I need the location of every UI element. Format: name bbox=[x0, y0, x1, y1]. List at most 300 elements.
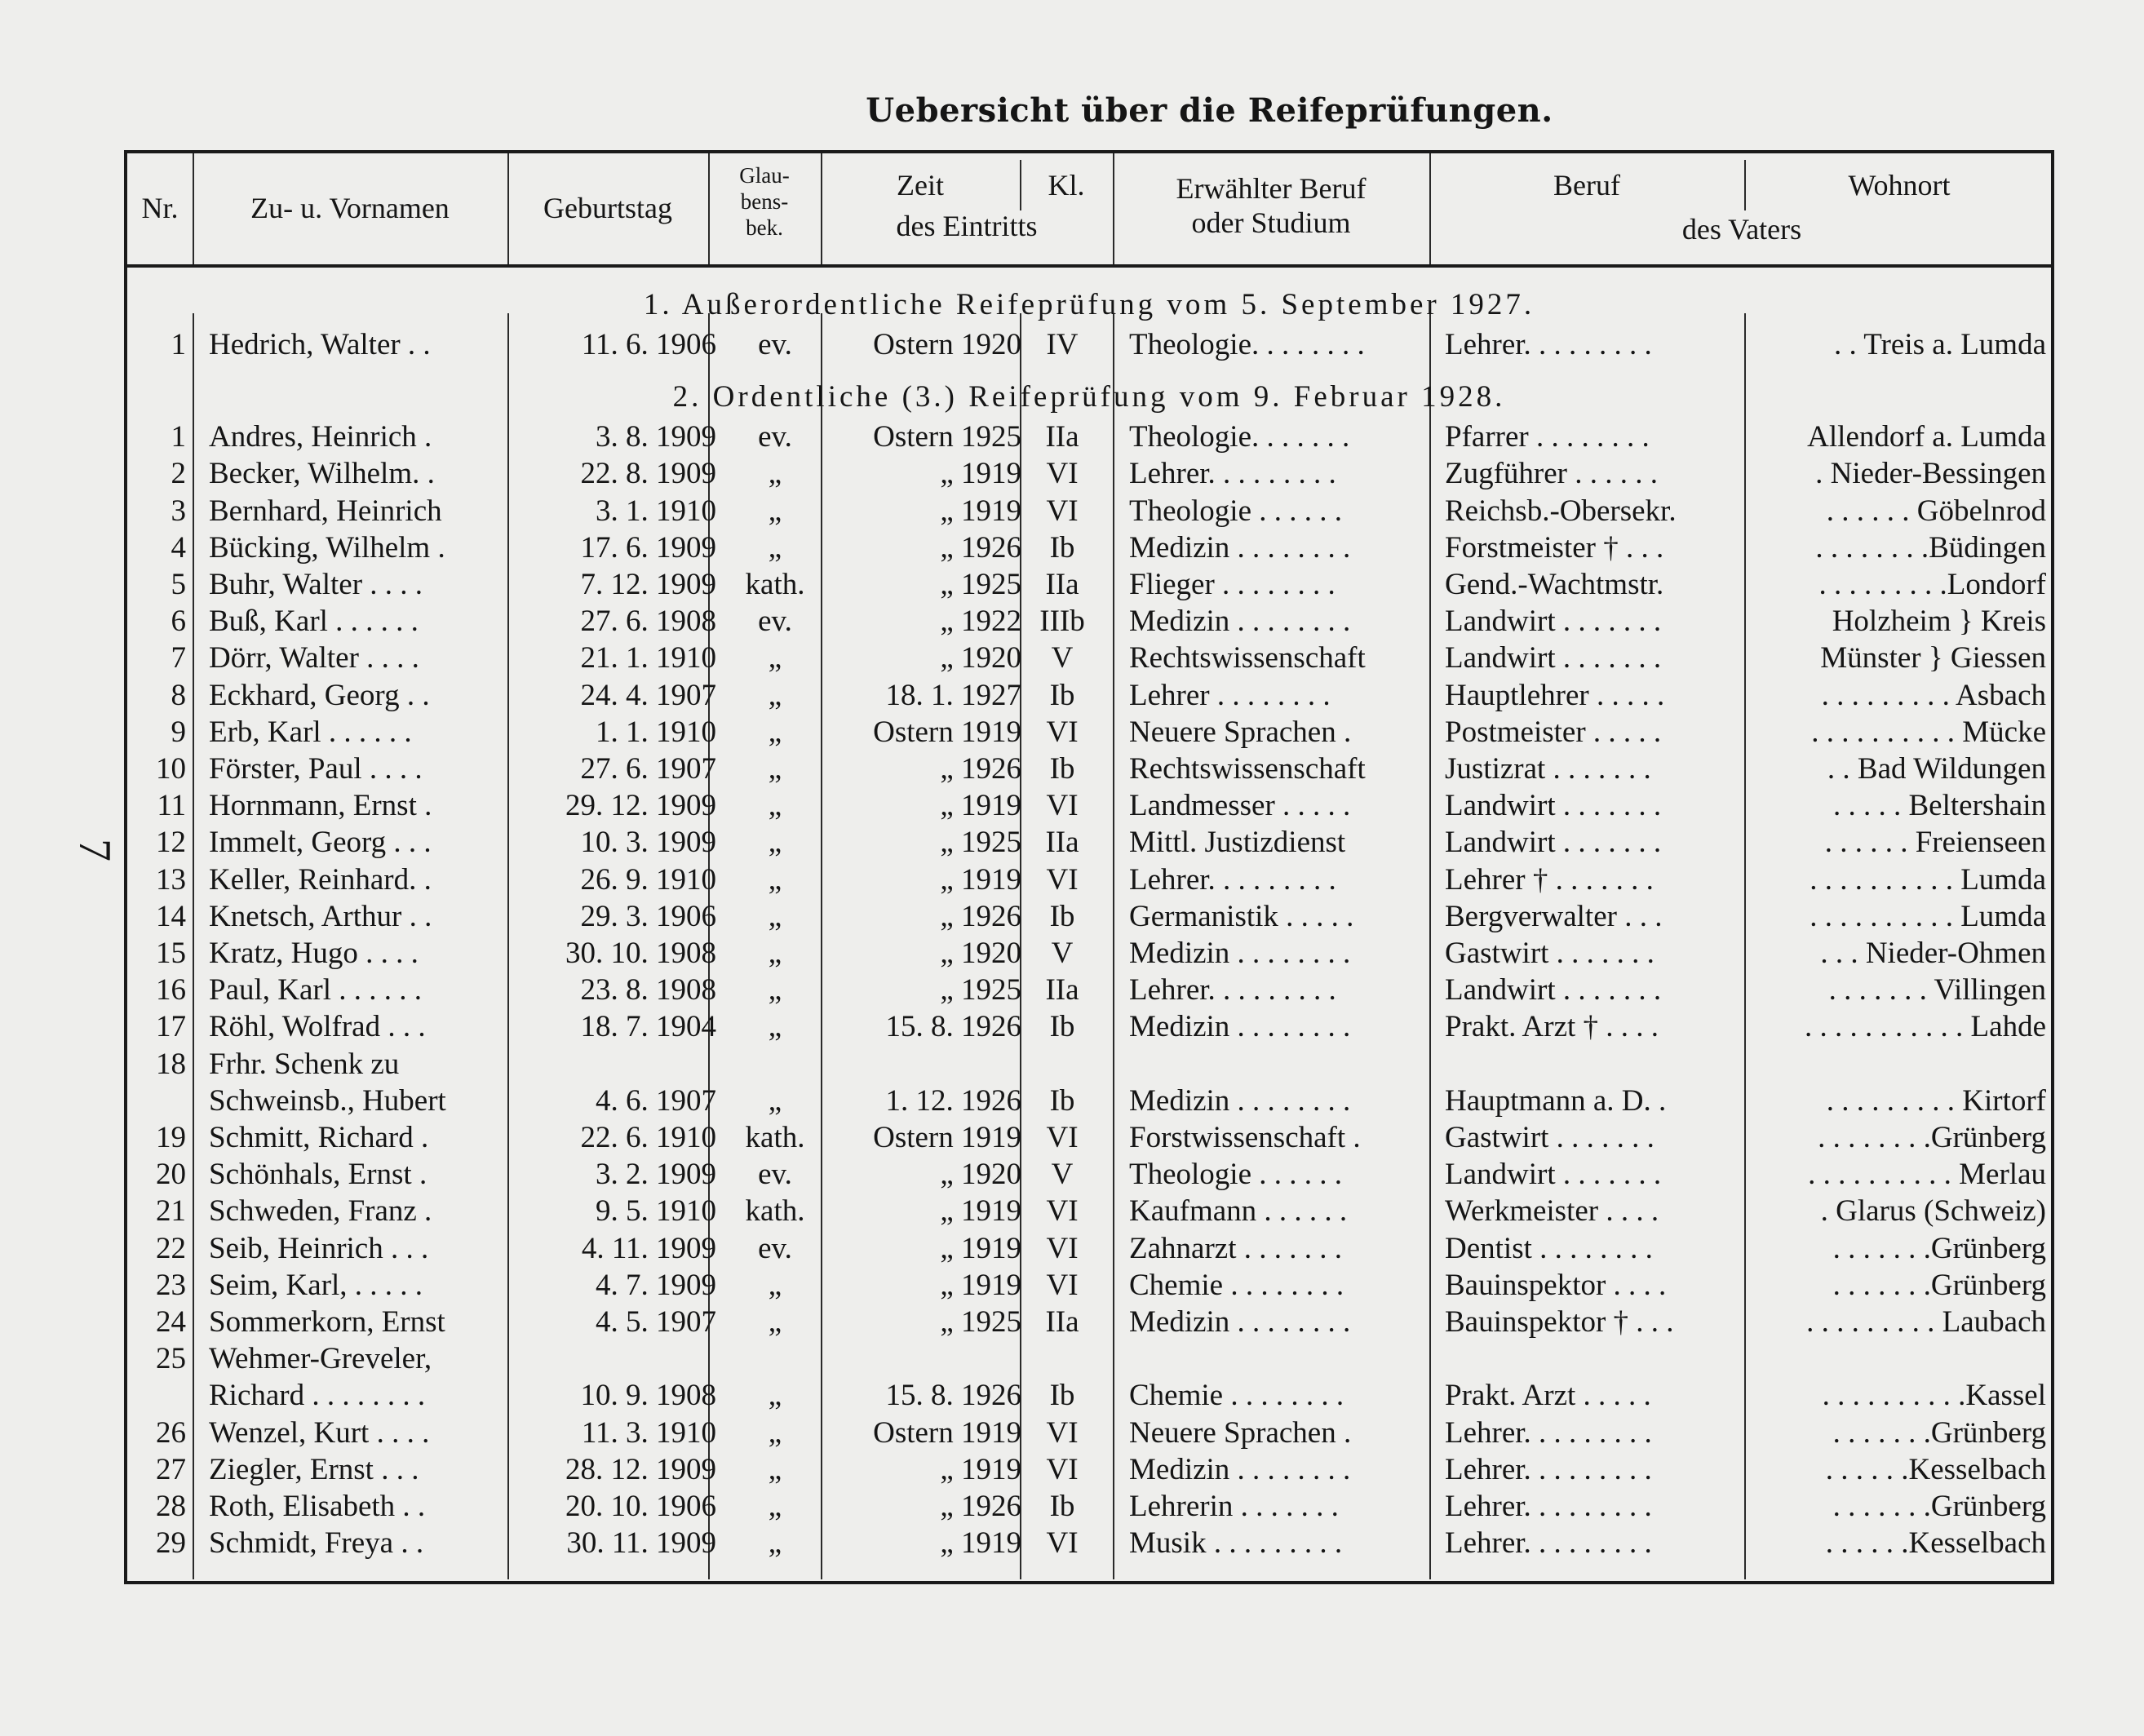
row-number: 23 bbox=[156, 1268, 186, 1302]
table-row bbox=[127, 1008, 2051, 1045]
row-religion: ev. bbox=[758, 1231, 792, 1265]
row-class: VI bbox=[1046, 457, 1079, 491]
row-class: VI bbox=[1046, 1194, 1079, 1229]
row-father-job: Hauptmann a. D. . bbox=[1445, 1083, 1667, 1118]
row-number: 14 bbox=[156, 899, 186, 933]
row-residence: Allendorf a. Lumda bbox=[1807, 420, 2046, 454]
row-number: 16 bbox=[156, 973, 186, 1008]
row-class: Ib bbox=[1049, 752, 1075, 786]
table-row bbox=[127, 529, 2051, 566]
row-entry: „ 1925 bbox=[940, 973, 1021, 1008]
row-religion: „ bbox=[768, 641, 782, 675]
row-study: Lehrer. . . . . . . . . bbox=[1129, 862, 1336, 897]
row-father-job: Lehrer. . . . . . . . . bbox=[1445, 328, 1652, 361]
row-study: Medizin . . . . . . . . bbox=[1129, 604, 1351, 639]
row-class: IIa bbox=[1045, 568, 1079, 601]
row-birthday: 3. 2. 1909 bbox=[596, 1158, 716, 1192]
row-religion: kath. bbox=[745, 568, 805, 601]
row-class: Ib bbox=[1049, 530, 1075, 565]
row-class: VI bbox=[1046, 1231, 1079, 1265]
row-residence: . . . . . . . .Büdingen bbox=[1815, 530, 2046, 565]
row-class: Ib bbox=[1049, 1379, 1075, 1413]
row-birthday: 30. 11. 1909 bbox=[566, 1526, 716, 1561]
table-row bbox=[127, 714, 2051, 751]
row-name: Kratz, Hugo . . . . bbox=[209, 937, 419, 970]
row-study: Medizin . . . . . . . . bbox=[1129, 1010, 1351, 1044]
row-name: Sommerkorn, Ernst bbox=[209, 1305, 445, 1339]
row-father-job: Reichsb.-Obersekr. bbox=[1445, 494, 1677, 528]
row-father-job: Pfarrer . . . . . . . . bbox=[1445, 420, 1650, 454]
row-number: 3 bbox=[171, 494, 186, 528]
row-father-job: Landwirt . . . . . . . bbox=[1445, 641, 1662, 675]
page-number: 7 bbox=[69, 839, 120, 861]
row-class: VI bbox=[1046, 715, 1079, 749]
row-class: VI bbox=[1046, 862, 1079, 897]
row-father-job: Prakt. Arzt † . . . . bbox=[1445, 1010, 1659, 1044]
row-study: Medizin . . . . . . . . bbox=[1129, 530, 1351, 565]
table-row bbox=[127, 1083, 2051, 1119]
row-father-job: Forstmeister † . . . bbox=[1445, 530, 1664, 565]
row-study: Landmesser . . . . . bbox=[1129, 789, 1351, 823]
table-row bbox=[127, 1451, 2051, 1488]
row-residence: . Nieder-Bessingen bbox=[1815, 457, 2046, 491]
row-entry: 15. 8. 1926 bbox=[885, 1010, 1021, 1044]
section-heading: 1. Außerordentliche Reifeprüfung vom 5. September 1927. bbox=[643, 288, 1535, 321]
header-class: Kl. bbox=[1048, 169, 1085, 202]
row-birthday: 3. 8. 1909 bbox=[596, 420, 716, 454]
table-row bbox=[127, 640, 2051, 676]
table-row bbox=[127, 751, 2051, 787]
row-name: Dörr, Walter . . . . bbox=[209, 641, 419, 675]
row-birthday: 27. 6. 1908 bbox=[580, 604, 716, 639]
title-text: Uebersicht über die Reifeprüfungen. bbox=[866, 91, 1553, 130]
row-birthday: 20. 10. 1906 bbox=[565, 1490, 716, 1523]
row-study: Forstwissenschaft . bbox=[1129, 1121, 1361, 1154]
row-birthday: 4. 7. 1909 bbox=[596, 1268, 716, 1302]
row-entry: „ 1919 bbox=[940, 494, 1021, 528]
row-name: Schönhals, Ernst . bbox=[209, 1158, 427, 1192]
row-name: Bernhard, Heinrich bbox=[209, 494, 442, 528]
header-father-common: des Vaters bbox=[1681, 213, 1802, 246]
table-row bbox=[127, 935, 2051, 972]
row-birthday: 3. 1. 1910 bbox=[596, 494, 716, 528]
row-class: Ib bbox=[1049, 678, 1075, 712]
table-row bbox=[127, 677, 2051, 714]
row-number: 1 bbox=[171, 420, 186, 454]
table-row bbox=[127, 1525, 2051, 1561]
row-entry: „ 1922 bbox=[940, 604, 1021, 639]
row-study: Rechtswissenschaft bbox=[1129, 752, 1366, 786]
row-birthday: 21. 1. 1910 bbox=[580, 641, 716, 675]
row-entry: 1. 12. 1926 bbox=[885, 1083, 1021, 1118]
row-father-job: Zugführer . . . . . . bbox=[1445, 457, 1658, 491]
row-class: VI bbox=[1046, 494, 1079, 528]
header-nr: Nr. bbox=[141, 192, 179, 224]
row-name: Schmitt, Richard . bbox=[209, 1121, 429, 1154]
row-religion: „ bbox=[768, 1526, 782, 1561]
table-row bbox=[127, 1488, 2051, 1525]
row-entry: „ 1919 bbox=[940, 457, 1021, 491]
header-religion-2: bens- bbox=[740, 189, 789, 214]
row-father-job: Dentist . . . . . . . . bbox=[1445, 1231, 1653, 1265]
row-birthday: 23. 8. 1908 bbox=[580, 973, 716, 1008]
table-row bbox=[127, 1340, 2051, 1377]
row-name: Erb, Karl . . . . . . bbox=[209, 715, 412, 749]
row-religion: „ bbox=[768, 1452, 782, 1486]
row-number: 11 bbox=[157, 789, 186, 823]
row-birthday: 17. 6. 1909 bbox=[580, 530, 716, 565]
row-residence: . . . . . . Göbelnrod bbox=[1826, 494, 2046, 528]
row-number: 21 bbox=[156, 1194, 186, 1229]
row-name: Knetsch, Arthur . . bbox=[209, 899, 432, 933]
row-entry: „ 1925 bbox=[940, 568, 1021, 601]
row-residence: . . . . . . . . . . Merlau bbox=[1808, 1158, 2046, 1192]
row-birthday: 10. 9. 1908 bbox=[580, 1379, 716, 1413]
row-entry: Ostern 1919 bbox=[873, 1121, 1021, 1154]
row-residence: . . . . . . Freienseen bbox=[1824, 826, 2046, 860]
row-study: Lehrer. . . . . . . . . bbox=[1129, 973, 1336, 1008]
page-title bbox=[0, 91, 1632, 130]
row-entry: Ostern 1920 bbox=[873, 328, 1021, 361]
row-name: Andres, Heinrich . bbox=[209, 420, 432, 454]
table-row bbox=[127, 566, 2051, 603]
row-religion: „ bbox=[768, 937, 782, 970]
row-birthday: 18. 7. 1904 bbox=[580, 1010, 716, 1044]
row-class: VI bbox=[1046, 1121, 1079, 1154]
header-father-residence: Wohnort bbox=[1848, 169, 1951, 202]
row-entry: „ 1926 bbox=[940, 899, 1021, 933]
row-religion: ev. bbox=[758, 420, 792, 454]
row-study: Lehrerin . . . . . . . bbox=[1129, 1490, 1339, 1523]
row-birthday: 7. 12. 1909 bbox=[580, 568, 716, 601]
row-number: 8 bbox=[171, 678, 186, 712]
row-class: V bbox=[1051, 641, 1074, 675]
row-religion: „ bbox=[768, 1083, 782, 1118]
row-class: V bbox=[1051, 1158, 1074, 1192]
row-number: 13 bbox=[156, 862, 186, 897]
header-birthday: Geburtstag bbox=[543, 192, 672, 224]
row-father-job: Landwirt . . . . . . . bbox=[1445, 1158, 1662, 1192]
row-number: 15 bbox=[156, 937, 186, 970]
row-name: Wenzel, Kurt . . . . bbox=[209, 1415, 430, 1450]
row-birthday: 11. 6. 1906 bbox=[581, 328, 716, 361]
row-number: 20 bbox=[156, 1158, 186, 1192]
row-number: 7 bbox=[171, 641, 186, 675]
row-study: Theologie . . . . . . bbox=[1129, 494, 1343, 528]
row-residence: . . . . . . .Grünberg bbox=[1832, 1268, 2046, 1302]
row-class: IIa bbox=[1045, 973, 1079, 1008]
row-study: Chemie . . . . . . . . bbox=[1129, 1268, 1344, 1302]
table-row bbox=[127, 787, 2051, 824]
table-row bbox=[127, 898, 2051, 935]
row-father-job: Lehrer. . . . . . . . . bbox=[1445, 1415, 1652, 1450]
row-religion: ev. bbox=[758, 328, 792, 361]
row-number: 4 bbox=[171, 530, 186, 565]
row-number: 1 bbox=[171, 328, 186, 361]
row-name: Frhr. Schenk zu bbox=[209, 1047, 400, 1081]
row-number: 5 bbox=[171, 568, 186, 601]
table-header bbox=[127, 153, 2051, 268]
row-class: VI bbox=[1046, 789, 1079, 823]
row-study: Mittl. Justizdienst bbox=[1129, 826, 1346, 860]
row-birthday: 9. 5. 1910 bbox=[596, 1194, 716, 1229]
row-residence: Münster } Giessen bbox=[1820, 641, 2046, 675]
row-number: 26 bbox=[156, 1415, 186, 1450]
row-class: Ib bbox=[1049, 1010, 1075, 1044]
row-residence: . . . . . . .Grünberg bbox=[1832, 1415, 2046, 1450]
row-residence: Holzheim } Kreis bbox=[1832, 604, 2046, 639]
row-religion: „ bbox=[768, 973, 782, 1008]
table-row bbox=[127, 493, 2051, 529]
row-number: 22 bbox=[156, 1231, 186, 1265]
row-study: Lehrer . . . . . . . . bbox=[1129, 678, 1331, 712]
row-birthday: 24. 4. 1907 bbox=[580, 678, 716, 712]
row-father-job: Landwirt . . . . . . . bbox=[1445, 789, 1662, 823]
row-name: Schweden, Franz . bbox=[209, 1194, 432, 1229]
row-name: Hedrich, Walter . . bbox=[209, 328, 431, 361]
row-name: Ziegler, Ernst . . . bbox=[209, 1452, 419, 1486]
row-name: Förster, Paul . . . . bbox=[209, 752, 423, 786]
header-religion-3: bek. bbox=[746, 215, 783, 240]
row-entry: 18. 1. 1927 bbox=[885, 678, 1021, 712]
row-religion: „ bbox=[768, 457, 782, 491]
header-study-1: Erwählter Beruf bbox=[1176, 172, 1367, 205]
row-religion: „ bbox=[768, 862, 782, 897]
row-study: Kaufmann . . . . . . bbox=[1129, 1194, 1348, 1229]
row-father-job: Landwirt . . . . . . . bbox=[1445, 604, 1662, 639]
table-row bbox=[127, 1304, 2051, 1340]
row-entry: 15. 8. 1926 bbox=[885, 1379, 1021, 1413]
row-study: Flieger . . . . . . . . bbox=[1129, 568, 1336, 601]
exam-table bbox=[124, 150, 2054, 1584]
table-row bbox=[127, 1230, 2051, 1267]
row-name: Roth, Elisabeth . . bbox=[209, 1490, 426, 1523]
row-class: VI bbox=[1046, 1415, 1079, 1450]
row-entry: „ 1920 bbox=[940, 937, 1021, 970]
header-name: Zu- u. Vornamen bbox=[250, 192, 450, 224]
row-residence: . . . . . .Kesselbach bbox=[1825, 1526, 2046, 1561]
row-number: 2 bbox=[171, 457, 186, 491]
table-row bbox=[127, 824, 2051, 861]
row-number: 18 bbox=[156, 1047, 186, 1081]
row-father-job: Justizrat . . . . . . . bbox=[1445, 752, 1651, 786]
row-religion: „ bbox=[768, 715, 782, 749]
row-birthday: 29. 12. 1909 bbox=[565, 789, 716, 823]
row-religion: „ bbox=[768, 1305, 782, 1339]
row-number: 25 bbox=[156, 1342, 186, 1376]
table-row bbox=[127, 1119, 2051, 1156]
row-entry: „ 1920 bbox=[940, 641, 1021, 675]
row-name: Bücking, Wilhelm . bbox=[209, 530, 445, 565]
row-number: 29 bbox=[156, 1526, 186, 1561]
row-class: IIIb bbox=[1039, 604, 1085, 639]
row-study: Medizin . . . . . . . . bbox=[1129, 1083, 1351, 1118]
row-class: VI bbox=[1046, 1526, 1079, 1561]
row-residence: . . . . . . . . . Laubach bbox=[1806, 1305, 2046, 1339]
row-residence: . . . . . . . . . . . Lahde bbox=[1805, 1010, 2046, 1044]
row-class: VI bbox=[1046, 1452, 1079, 1486]
row-birthday: 27. 6. 1907 bbox=[580, 752, 716, 786]
row-entry: „ 1926 bbox=[940, 530, 1021, 565]
row-number: 24 bbox=[156, 1305, 186, 1339]
row-residence: . . . Nieder-Ohmen bbox=[1820, 937, 2046, 970]
row-residence: . Glarus (Schweiz) bbox=[1820, 1194, 2046, 1229]
row-residence: . . . . . . . . . . Mücke bbox=[1811, 715, 2046, 749]
row-study: Chemie . . . . . . . . bbox=[1129, 1379, 1344, 1413]
row-class: Ib bbox=[1049, 1083, 1075, 1118]
row-number: 19 bbox=[156, 1121, 186, 1154]
row-study: Zahnarzt . . . . . . . bbox=[1129, 1231, 1342, 1265]
row-class: IIa bbox=[1045, 826, 1079, 860]
table-row bbox=[127, 1415, 2051, 1451]
table-row bbox=[127, 1267, 2051, 1304]
row-entry: „ 1919 bbox=[940, 789, 1021, 823]
row-name: Röhl, Wolfrad . . . bbox=[209, 1010, 426, 1044]
row-birthday: 4. 11. 1909 bbox=[581, 1231, 716, 1265]
row-residence: . . . . . . . Villingen bbox=[1828, 973, 2046, 1008]
header-entry-label: des Eintritts bbox=[896, 210, 1038, 242]
row-residence: . . . . . . . . . . Lumda bbox=[1810, 862, 2046, 897]
row-class: Ib bbox=[1049, 899, 1075, 933]
row-study: Theologie. . . . . . . . bbox=[1129, 328, 1365, 361]
row-name: Paul, Karl . . . . . . bbox=[209, 973, 423, 1008]
row-residence: . . . . . . . . . Asbach bbox=[1821, 678, 2046, 712]
row-father-job: Werkmeister . . . . bbox=[1445, 1194, 1659, 1229]
row-name: Richard . . . . . . . . bbox=[209, 1379, 426, 1413]
row-study: Theologie. . . . . . . bbox=[1129, 420, 1350, 454]
row-name: Schmidt, Freya . . bbox=[209, 1526, 424, 1561]
row-birthday: 28. 12. 1909 bbox=[565, 1452, 716, 1486]
row-residence: . . . . . Beltershain bbox=[1832, 789, 2046, 823]
row-name: Hornmann, Ernst . bbox=[209, 789, 432, 823]
row-number: 9 bbox=[171, 715, 186, 749]
section-heading: 2. Ordentliche (3.) Reifeprüfung vom 9. Februar 1928. bbox=[672, 380, 1506, 414]
row-name: Buhr, Walter . . . . bbox=[209, 568, 423, 601]
row-father-job: Bergverwalter . . . bbox=[1445, 899, 1663, 933]
row-entry: „ 1925 bbox=[940, 826, 1021, 860]
header-entry-time: Zeit bbox=[897, 169, 944, 202]
row-birthday: 22. 8. 1909 bbox=[580, 457, 716, 491]
row-birthday: 1. 1. 1910 bbox=[596, 715, 716, 749]
row-name: Eckhard, Georg . . bbox=[209, 678, 430, 712]
row-entry: „ 1919 bbox=[940, 1231, 1021, 1265]
row-father-job: Postmeister . . . . . bbox=[1445, 715, 1662, 749]
row-residence: . . Treis a. Lumda bbox=[1833, 328, 2046, 361]
row-class: IV bbox=[1046, 328, 1079, 361]
row-entry: „ 1925 bbox=[940, 1305, 1021, 1339]
row-study: Germanistik . . . . . bbox=[1129, 899, 1354, 933]
row-number: 27 bbox=[156, 1452, 186, 1486]
row-religion: „ bbox=[768, 899, 782, 933]
table-row bbox=[127, 455, 2051, 492]
table-row bbox=[127, 603, 2051, 640]
row-entry: „ 1919 bbox=[940, 1452, 1021, 1486]
row-religion: kath. bbox=[745, 1194, 805, 1229]
row-religion: „ bbox=[768, 1379, 782, 1413]
header-religion-1: Glau- bbox=[739, 163, 790, 188]
row-study: Neuere Sprachen . bbox=[1129, 715, 1352, 749]
row-residence: . . . . . . .Grünberg bbox=[1832, 1490, 2046, 1523]
row-religion: „ bbox=[768, 1268, 782, 1302]
row-number: 6 bbox=[171, 604, 186, 639]
row-religion: „ bbox=[768, 494, 782, 528]
row-father-job: Bauinspektor † . . . bbox=[1445, 1305, 1674, 1339]
table-row bbox=[127, 1046, 2051, 1083]
row-residence: . . . . . . . . .Londorf bbox=[1818, 568, 2046, 601]
row-study: Musik . . . . . . . . . bbox=[1129, 1526, 1343, 1561]
table-row bbox=[127, 861, 2051, 898]
row-class: IIa bbox=[1045, 420, 1079, 454]
row-residence: . . . . . .Kesselbach bbox=[1825, 1452, 2046, 1486]
row-number: 28 bbox=[156, 1490, 186, 1523]
row-residence: . . . . . . . . . . Lumda bbox=[1810, 899, 2046, 933]
row-birthday: 4. 5. 1907 bbox=[596, 1305, 716, 1339]
row-class: VI bbox=[1046, 1268, 1079, 1302]
row-residence: . . . . . . .Grünberg bbox=[1832, 1231, 2046, 1265]
table-row bbox=[127, 1193, 2051, 1229]
row-name: Schweinsb., Hubert bbox=[209, 1083, 446, 1118]
row-birthday: 11. 3. 1910 bbox=[581, 1415, 716, 1450]
row-entry: „ 1919 bbox=[940, 1526, 1021, 1561]
row-birthday: 22. 6. 1910 bbox=[580, 1121, 716, 1154]
row-father-job: Gastwirt . . . . . . . bbox=[1445, 937, 1655, 970]
row-religion: „ bbox=[768, 1415, 782, 1450]
row-class: V bbox=[1051, 937, 1074, 970]
row-study: Neuere Sprachen . bbox=[1129, 1415, 1352, 1450]
row-name: Seim, Karl, . . . . . bbox=[209, 1268, 423, 1302]
row-entry: Ostern 1919 bbox=[873, 715, 1021, 749]
row-residence: . . . . . . . .Grünberg bbox=[1818, 1121, 2046, 1154]
row-residence: . . . . . . . . . .Kassel bbox=[1822, 1379, 2046, 1413]
row-religion: „ bbox=[768, 752, 782, 786]
row-class: IIa bbox=[1045, 1305, 1079, 1339]
table-row bbox=[127, 1377, 2051, 1414]
row-birthday: 29. 3. 1906 bbox=[580, 899, 716, 933]
row-name: Immelt, Georg . . . bbox=[209, 826, 432, 860]
row-religion: kath. bbox=[745, 1121, 805, 1154]
row-religion: „ bbox=[768, 789, 782, 823]
row-father-job: Gastwirt . . . . . . . bbox=[1445, 1121, 1655, 1154]
row-study: Medizin . . . . . . . . bbox=[1129, 1452, 1351, 1486]
row-father-job: Lehrer. . . . . . . . . bbox=[1445, 1452, 1652, 1486]
row-study: Medizin . . . . . . . . bbox=[1129, 937, 1351, 970]
row-religion: „ bbox=[768, 530, 782, 565]
row-father-job: Prakt. Arzt . . . . . bbox=[1445, 1379, 1651, 1413]
row-birthday: 4. 6. 1907 bbox=[596, 1083, 716, 1118]
row-religion: ev. bbox=[758, 604, 792, 639]
row-entry: „ 1919 bbox=[940, 862, 1021, 897]
header-study-2: oder Studium bbox=[1191, 206, 1351, 239]
row-study: Lehrer. . . . . . . . . bbox=[1129, 457, 1336, 491]
row-residence: . . . . . . . . . Kirtorf bbox=[1826, 1083, 2046, 1118]
row-number: 12 bbox=[156, 826, 186, 860]
row-entry: „ 1926 bbox=[940, 1490, 1021, 1523]
table-row bbox=[127, 418, 2051, 455]
row-name: Becker, Wilhelm. . bbox=[209, 457, 435, 491]
row-residence: . . Bad Wildungen bbox=[1827, 752, 2046, 786]
row-study: Rechtswissenschaft bbox=[1129, 641, 1366, 675]
row-father-job: Lehrer. . . . . . . . . bbox=[1445, 1526, 1652, 1561]
row-name: Keller, Reinhard. . bbox=[209, 862, 432, 897]
row-entry: „ 1920 bbox=[940, 1158, 1021, 1192]
row-name: Wehmer-Greveler, bbox=[209, 1342, 432, 1376]
row-father-job: Lehrer. . . . . . . . . bbox=[1445, 1490, 1652, 1523]
row-study: Theologie . . . . . . bbox=[1129, 1158, 1343, 1192]
row-father-job: Bauinspektor . . . . bbox=[1445, 1268, 1667, 1302]
row-religion: ev. bbox=[758, 1158, 792, 1192]
row-study: Medizin . . . . . . . . bbox=[1129, 1305, 1351, 1339]
row-father-job: Gend.-Wachtmstr. bbox=[1445, 568, 1664, 601]
